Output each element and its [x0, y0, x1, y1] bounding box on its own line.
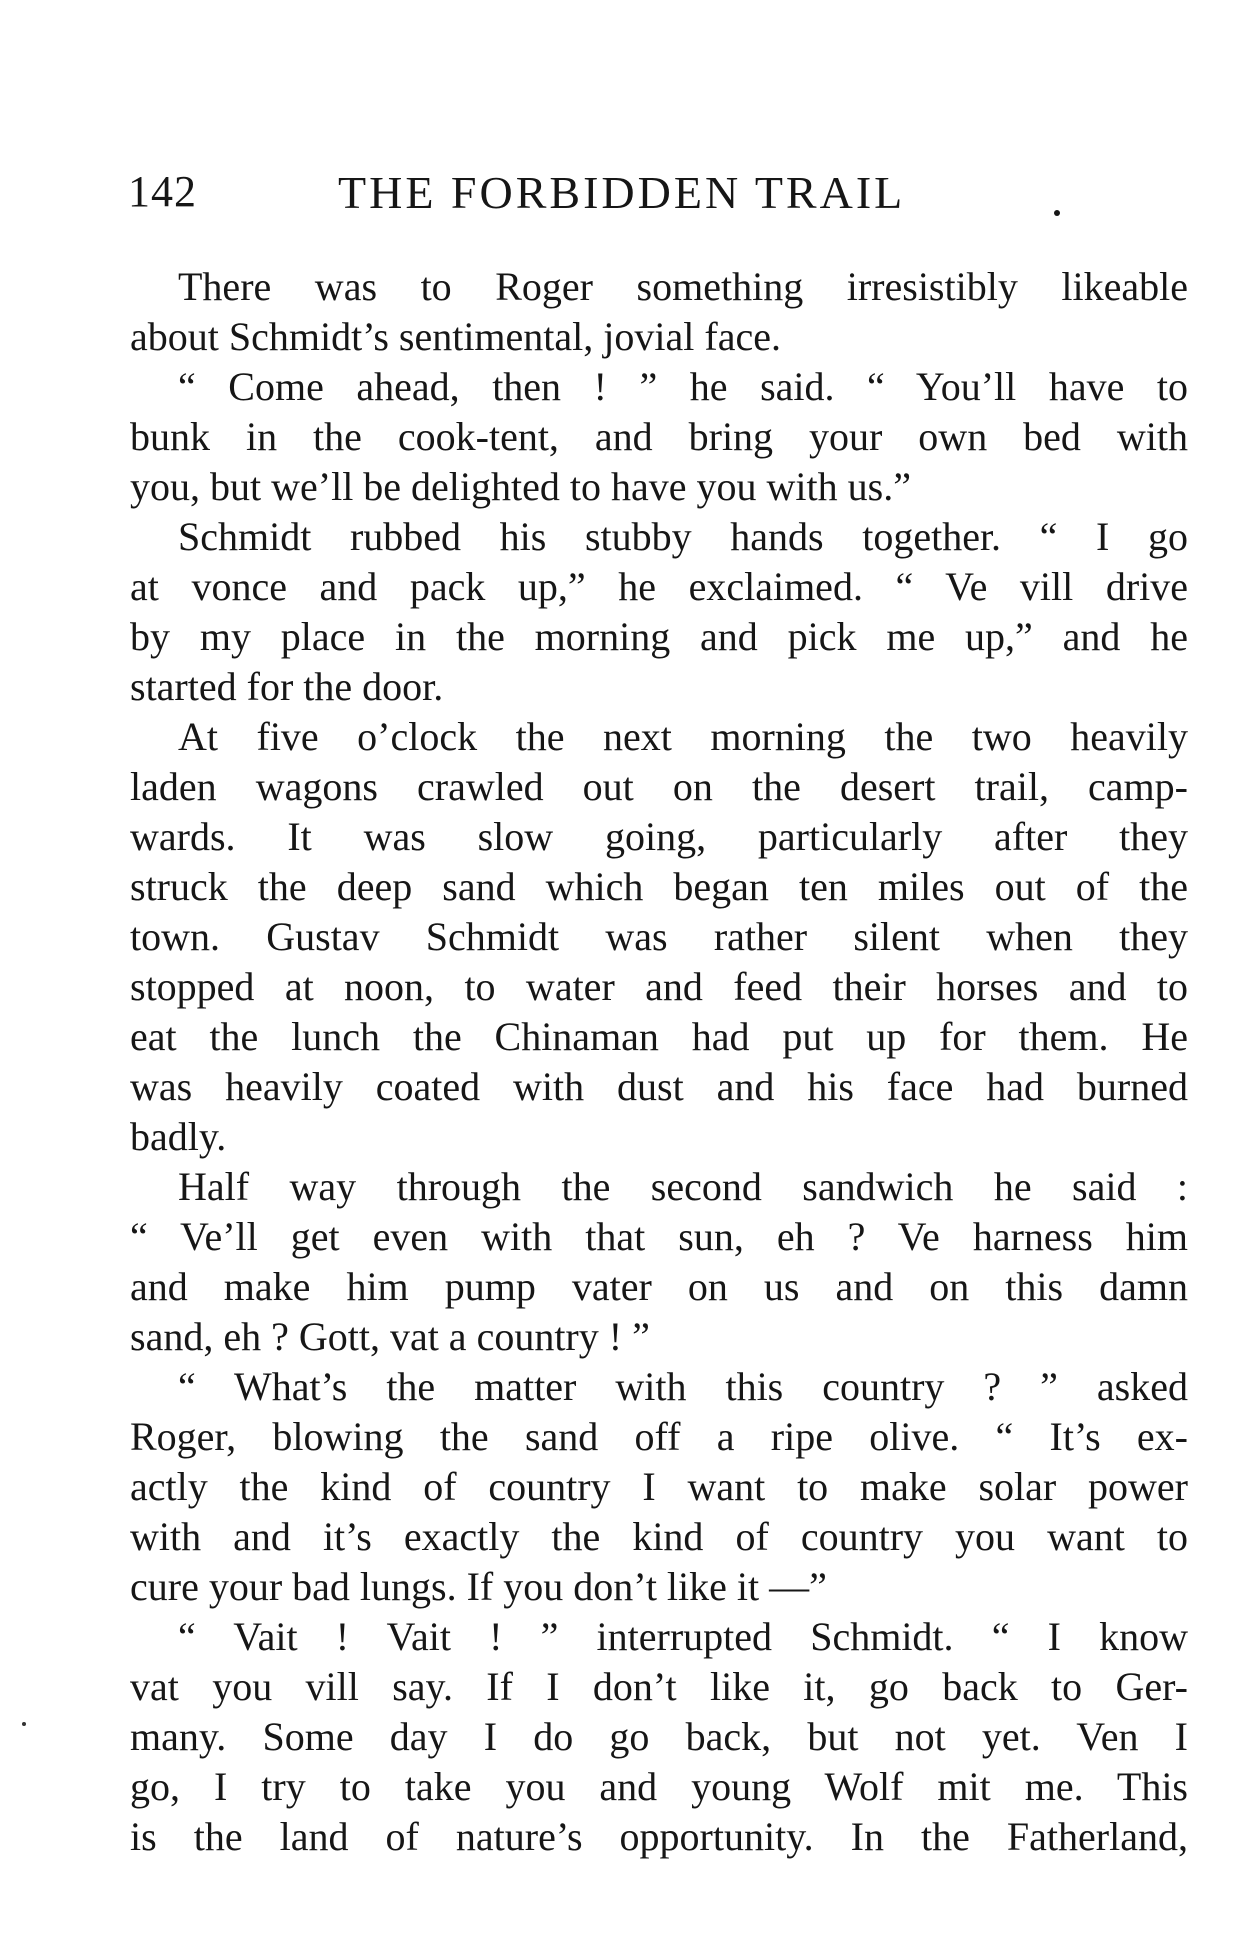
body-text: [130, 262, 1188, 1862]
text-line: laden wagons crawled out on the desert trail, camp-: [130, 764, 1188, 809]
text-line: At five o’clock the next morning the two heavily: [178, 714, 1188, 759]
text-line: There was to Roger something irresistibly likeable: [178, 264, 1188, 309]
text-line: eat the lunch the Chinaman had put up for them. He: [130, 1014, 1188, 1059]
page-number: 142: [128, 167, 197, 216]
text-line: badly.: [130, 1114, 227, 1159]
running-title: THE FORBIDDEN TRAIL: [338, 167, 906, 218]
text-line: “ Ve’ll get even with that sun, eh ? Ve harness him: [130, 1214, 1188, 1259]
margin-mark: [22, 1722, 26, 1726]
text-line: go, I try to take you and young Wolf mit me. This: [130, 1764, 1188, 1809]
text-line: started for the door.: [130, 664, 444, 709]
text-line: stopped at noon, to water and feed their horses and to: [130, 964, 1188, 1009]
text-line: Schmidt rubbed his stubby hands together. “ I go: [178, 514, 1188, 559]
text-line: is the land of nature’s opportunity. In the Fatherland,: [130, 1814, 1188, 1859]
text-line: “ Vait ! Vait ! ” interrupted Schmidt. “ I know: [178, 1614, 1188, 1659]
text-line: vat you vill say. If I don’t like it, go back to Ger-: [130, 1664, 1188, 1709]
text-line: struck the deep sand which began ten miles out of the: [130, 864, 1188, 909]
text-line: “ Come ahead, then ! ” he said. “ You’ll have to: [178, 364, 1188, 409]
text-line: was heavily coated with dust and his face had burned: [130, 1064, 1188, 1109]
text-line: Roger, blowing the sand off a ripe olive. “ It’s ex-: [130, 1414, 1188, 1459]
text-line: Half way through the second sandwich he said :: [178, 1164, 1188, 1209]
page-header: [128, 166, 1128, 236]
text-line: with and it’s exactly the kind of country you want to: [130, 1514, 1188, 1559]
text-line: you, but we’ll be delighted to have you with us.”: [130, 464, 911, 509]
text-line: wards. It was slow going, particularly after they: [130, 814, 1188, 859]
text-line: about Schmidt’s sentimental, jovial face.: [130, 314, 781, 359]
text-line: bunk in the cook-tent, and bring your own bed with: [130, 414, 1188, 459]
header-dot: [1054, 210, 1060, 216]
text-line: town. Gustav Schmidt was rather silent when they: [130, 914, 1188, 959]
text-line: many. Some day I do go back, but not yet. Ven I: [130, 1714, 1188, 1759]
text-line: and make him pump vater on us and on this damn: [130, 1264, 1188, 1309]
text-line: “ What’s the matter with this country ? ” asked: [178, 1364, 1188, 1409]
text-line: cure your bad lungs. If you don’t like it —”: [130, 1564, 827, 1609]
text-line: actly the kind of country I want to make solar power: [130, 1464, 1188, 1509]
text-line: sand, eh ? Gott, vat a country ! ”: [130, 1314, 650, 1359]
text-line: by my place in the morning and pick me up,” and he: [130, 614, 1188, 659]
text-line: at vonce and pack up,” he exclaimed. “ Ve vill drive: [130, 564, 1188, 609]
